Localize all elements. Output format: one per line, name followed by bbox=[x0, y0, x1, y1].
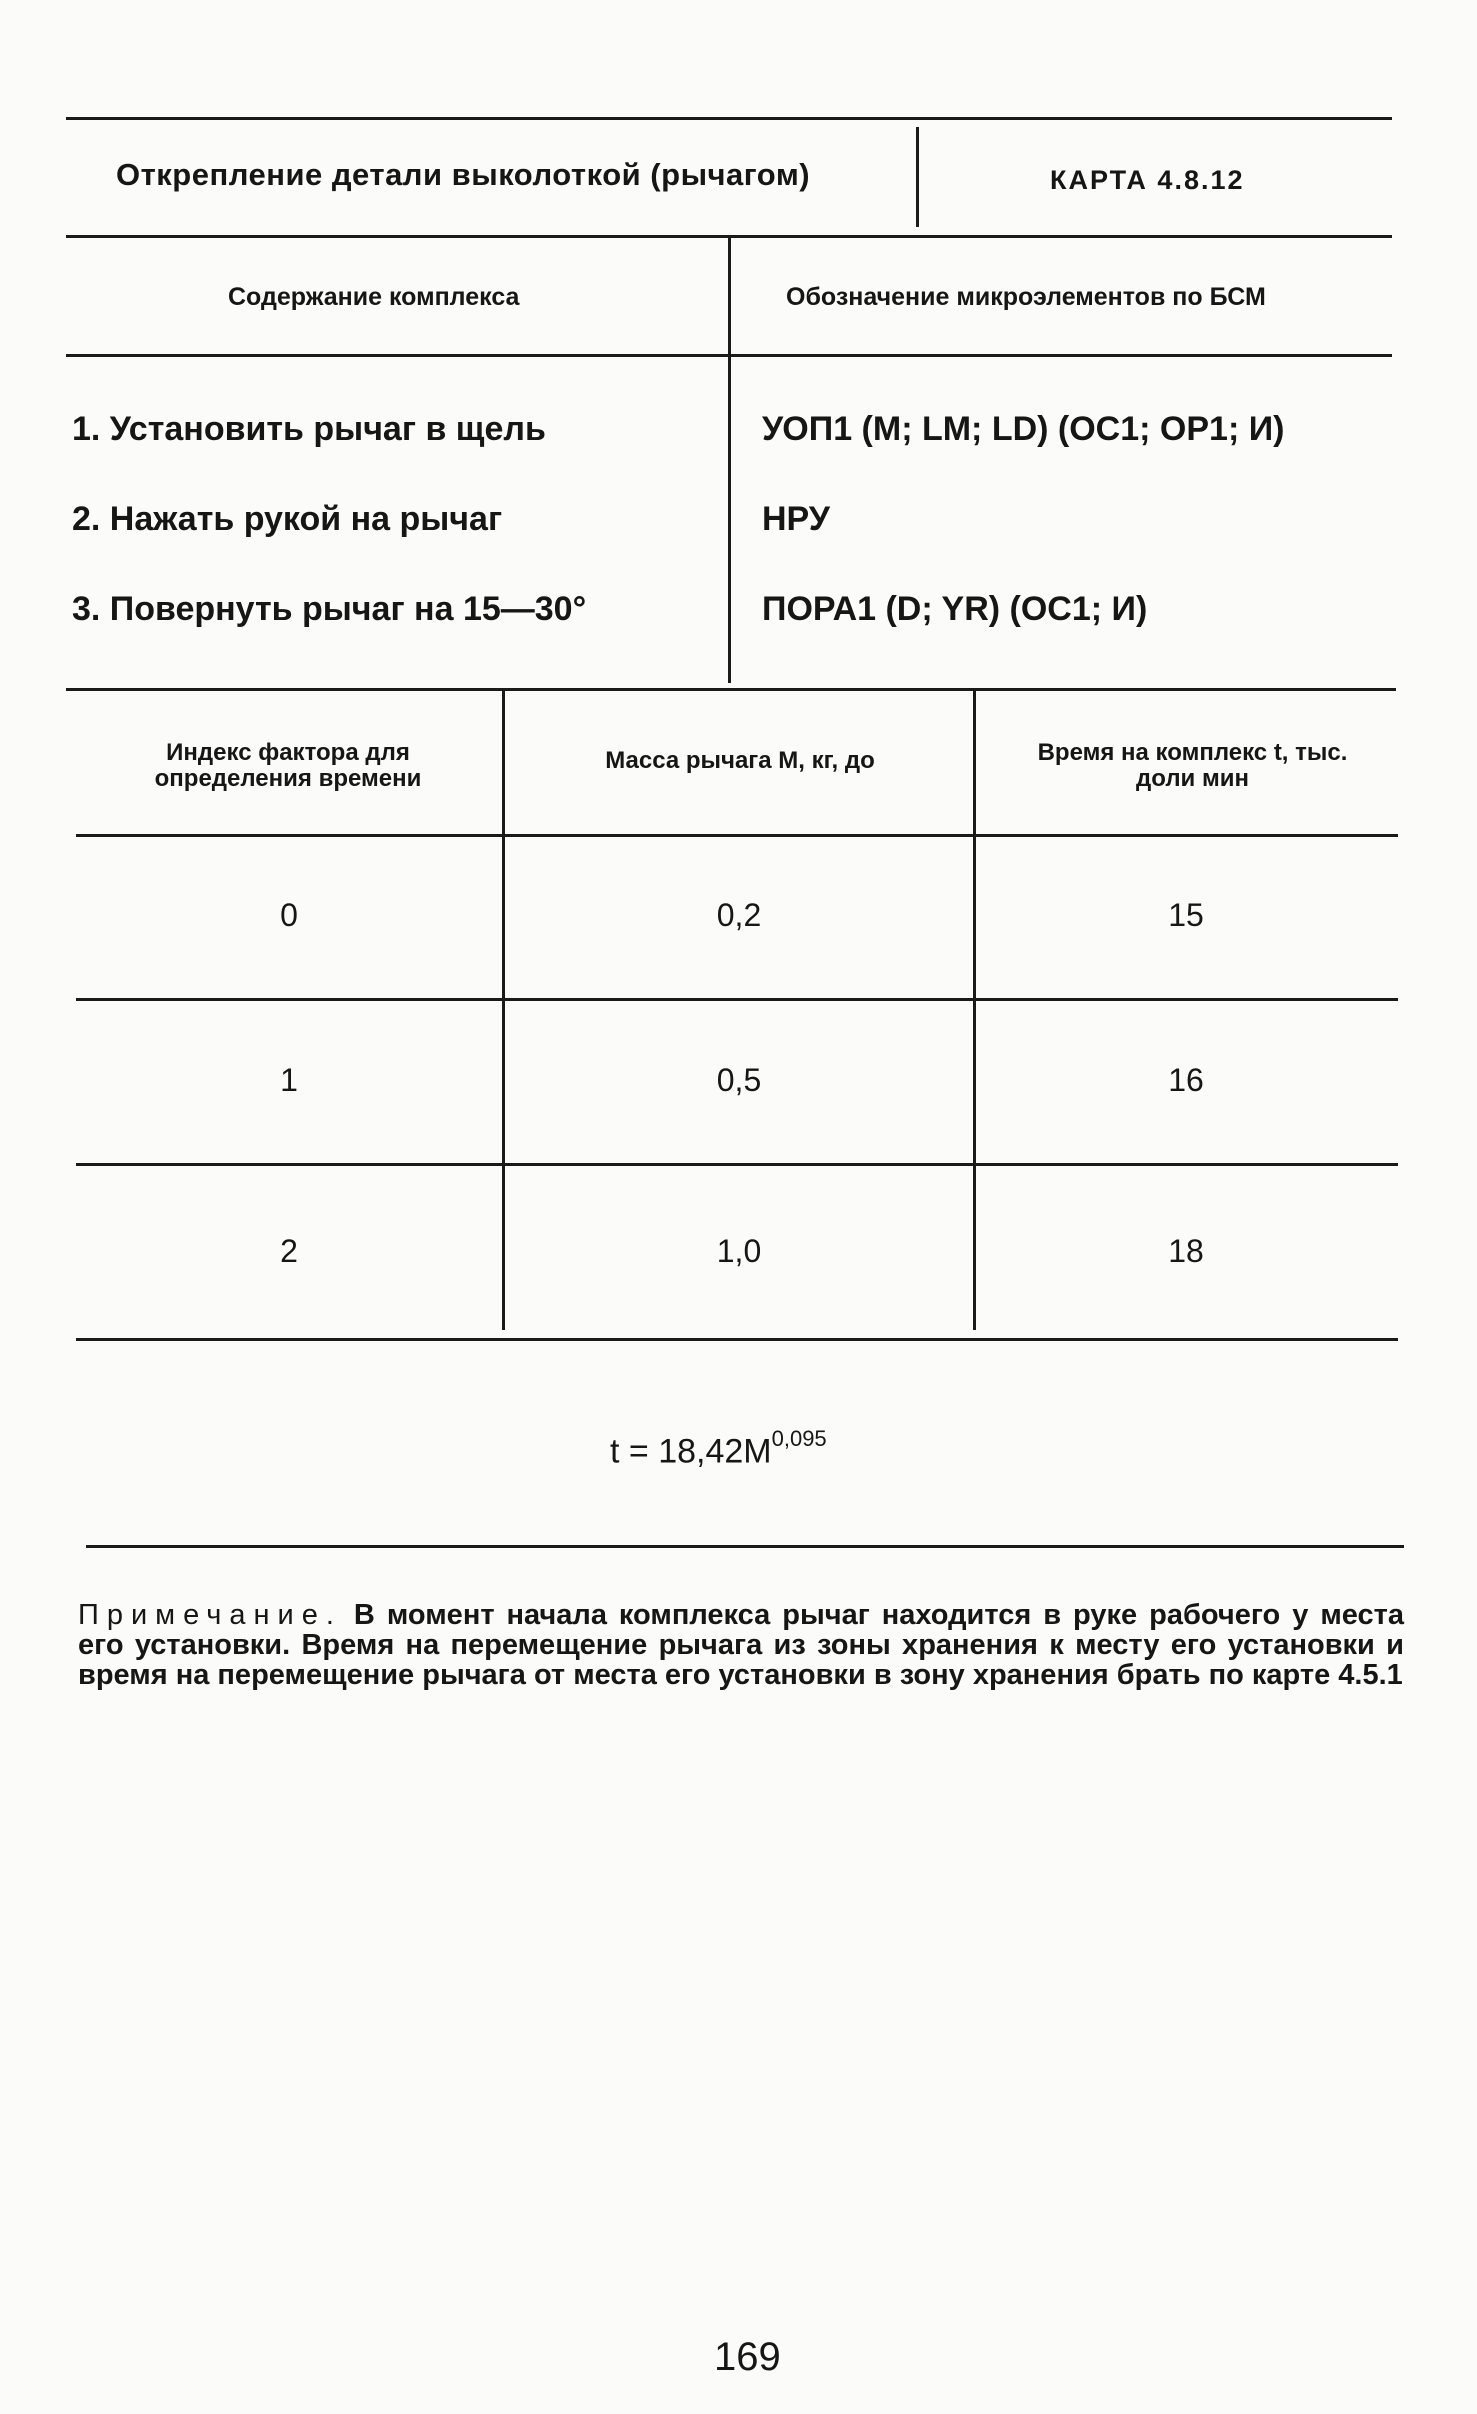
table-row-rule-2 bbox=[76, 1163, 1398, 1166]
formula-bottom-rule bbox=[86, 1545, 1404, 1548]
formula-exponent: 0,095 bbox=[771, 1426, 827, 1451]
header-top-rule bbox=[66, 117, 1392, 120]
complex-bottom-rule bbox=[66, 688, 1396, 691]
table-row-3-index: 2 bbox=[280, 1233, 298, 1269]
table-head-rule bbox=[76, 834, 1398, 837]
table-row-1-index: 0 bbox=[280, 897, 298, 933]
page-number: 169 bbox=[714, 2335, 781, 2379]
table-row-2-time: 16 bbox=[1168, 1062, 1204, 1098]
table-row-1-time: 15 bbox=[1168, 897, 1204, 933]
step-2-content: 2. Нажать рукой на рычаг bbox=[72, 500, 503, 538]
table-row-rule-1 bbox=[76, 998, 1398, 1001]
step-2-micro: НРУ bbox=[762, 500, 830, 538]
table-header-index: Индекс фактора для определения времени bbox=[154, 739, 422, 792]
note bbox=[78, 1600, 1404, 1690]
table-row-2-mass: 0,5 bbox=[716, 1062, 762, 1098]
table-row-2-index: 1 bbox=[280, 1062, 298, 1098]
table-header-time: Время на комплекс t, тыс. доли мин bbox=[1037, 739, 1348, 792]
card-title: Открепление детали выколоткой (рычагом) bbox=[116, 157, 811, 192]
header-divider bbox=[916, 127, 919, 227]
step-1-content: 1. Установить рычаг в щель bbox=[72, 410, 546, 448]
step-3-content: 3. Повернуть рычаг на 15—30° bbox=[72, 590, 587, 628]
complex-divider bbox=[728, 238, 731, 683]
table-bottom-rule bbox=[76, 1338, 1398, 1341]
step-1-micro: УОП1 (M; LM; LD) (OC1; OP1; И) bbox=[762, 410, 1285, 448]
formula-base: t = 18,42M bbox=[610, 1432, 772, 1471]
table-header-mass: Масса рычага M, кг, до bbox=[605, 747, 875, 774]
table-row-3-mass: 1,0 bbox=[716, 1233, 762, 1269]
col-head-micro: Обозначение микроэлементов по БСМ bbox=[786, 283, 1266, 311]
formula bbox=[610, 1426, 827, 1471]
table-row-3-time: 18 bbox=[1168, 1233, 1204, 1269]
step-3-micro: ПОРА1 (D; YR) (OC1; И) bbox=[762, 590, 1148, 628]
card-number: КАРТА 4.8.12 bbox=[1050, 165, 1245, 195]
complex-head-rule bbox=[66, 354, 1392, 357]
note-text: В момент начала комплекса рычаг находится в руке рабочего у места его установки. Время на перемещение рычага из зоны хранения к месту его установки и время на перемещение рычага от места его установки в зону хранения брать по карте 4.5.1 bbox=[78, 1599, 1404, 1691]
note-lead: Примечание. bbox=[78, 1599, 342, 1631]
col-head-content: Содержание комплекса bbox=[228, 283, 520, 311]
table-row-1-mass: 0,2 bbox=[716, 897, 762, 933]
